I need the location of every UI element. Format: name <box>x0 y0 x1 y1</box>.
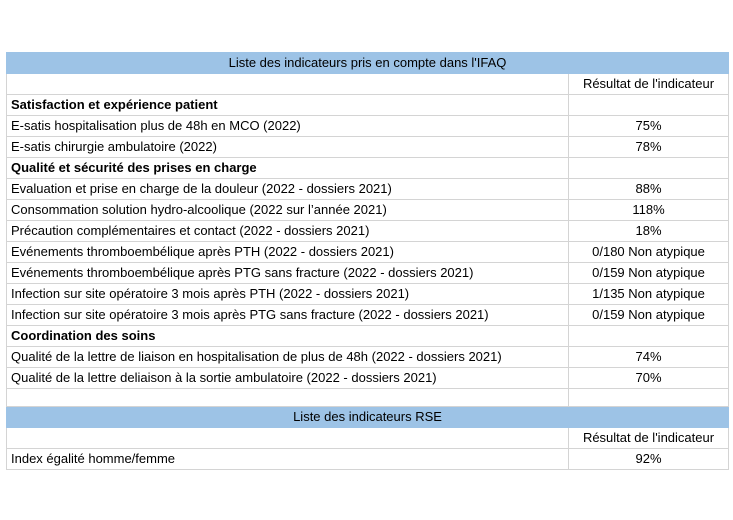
indicator-label[interactable]: Précaution complémentaires et contact (2022 - dossiers 2021) <box>7 221 569 242</box>
indicator-label[interactable]: Evénements thromboembélique après PTH (2022 - dossiers 2021) <box>7 242 569 263</box>
section-title[interactable]: Satisfaction et expérience patient <box>7 95 569 116</box>
table-row <box>7 242 729 263</box>
section-title[interactable]: Coordination des soins <box>7 326 569 347</box>
empty-cell[interactable] <box>569 389 729 407</box>
empty-cell[interactable] <box>569 326 729 347</box>
table-row <box>7 221 729 242</box>
section-row <box>7 158 729 179</box>
indicators-table <box>6 52 729 470</box>
indicator-label[interactable]: E-satis hospitalisation plus de 48h en MCO (2022) <box>7 116 569 137</box>
empty-cell[interactable] <box>7 389 569 407</box>
rse-result-header[interactable]: Résultat de l'indicateur <box>569 428 729 449</box>
ifaq-column-header-row <box>7 74 729 95</box>
empty-cell[interactable] <box>569 158 729 179</box>
indicator-value[interactable]: 0/159 Non atypique <box>569 263 729 284</box>
table-row <box>7 305 729 326</box>
indicator-value[interactable]: 70% <box>569 368 729 389</box>
indicator-value[interactable]: 78% <box>569 137 729 158</box>
indicator-value[interactable]: 118% <box>569 200 729 221</box>
indicator-value[interactable]: 92% <box>569 449 729 470</box>
indicator-label[interactable]: Consommation solution hydro-alcoolique (2022 sur l’année 2021) <box>7 200 569 221</box>
empty-row <box>7 389 729 407</box>
indicator-value[interactable]: 88% <box>569 179 729 200</box>
indicator-value[interactable]: 75% <box>569 116 729 137</box>
empty-cell[interactable] <box>7 74 569 95</box>
indicator-spreadsheet <box>6 52 728 470</box>
indicator-label[interactable]: Infection sur site opératoire 3 mois après PTG sans fracture (2022 - dossiers 2021) <box>7 305 569 326</box>
rse-header-row <box>7 407 729 428</box>
indicator-label[interactable]: Infection sur site opératoire 3 mois après PTH (2022 - dossiers 2021) <box>7 284 569 305</box>
empty-cell[interactable] <box>7 428 569 449</box>
table-row <box>7 137 729 158</box>
table-row <box>7 116 729 137</box>
empty-cell[interactable] <box>569 95 729 116</box>
indicator-label[interactable]: Qualité de la lettre deliaison à la sortie ambulatoire (2022 - dossiers 2021) <box>7 368 569 389</box>
indicator-label[interactable]: Index égalité homme/femme <box>7 449 569 470</box>
rse-column-header-row <box>7 428 729 449</box>
section-title[interactable]: Qualité et sécurité des prises en charge <box>7 158 569 179</box>
section-row <box>7 95 729 116</box>
table-row <box>7 347 729 368</box>
table-row <box>7 284 729 305</box>
table-row <box>7 449 729 470</box>
indicator-label[interactable]: Evaluation et prise en charge de la douleur (2022 - dossiers 2021) <box>7 179 569 200</box>
table-row <box>7 263 729 284</box>
indicator-value[interactable]: 1/135 Non atypique <box>569 284 729 305</box>
table-row <box>7 179 729 200</box>
indicator-value[interactable]: 74% <box>569 347 729 368</box>
indicator-value[interactable]: 0/159 Non atypique <box>569 305 729 326</box>
indicator-label[interactable]: E-satis chirurgie ambulatoire (2022) <box>7 137 569 158</box>
ifaq-title[interactable]: Liste des indicateurs pris en compte dans l'IFAQ <box>7 53 729 74</box>
ifaq-result-header[interactable]: Résultat de l'indicateur <box>569 74 729 95</box>
table-row <box>7 368 729 389</box>
table-row <box>7 200 729 221</box>
section-row <box>7 326 729 347</box>
indicator-label[interactable]: Evénements thromboembélique après PTG sans fracture (2022 - dossiers 2021) <box>7 263 569 284</box>
ifaq-header-row <box>7 53 729 74</box>
rse-title[interactable]: Liste des indicateurs RSE <box>7 407 729 428</box>
indicator-label[interactable]: Qualité de la lettre de liaison en hospitalisation de plus de 48h (2022 - dossiers 2021) <box>7 347 569 368</box>
indicator-value[interactable]: 18% <box>569 221 729 242</box>
indicator-value[interactable]: 0/180 Non atypique <box>569 242 729 263</box>
